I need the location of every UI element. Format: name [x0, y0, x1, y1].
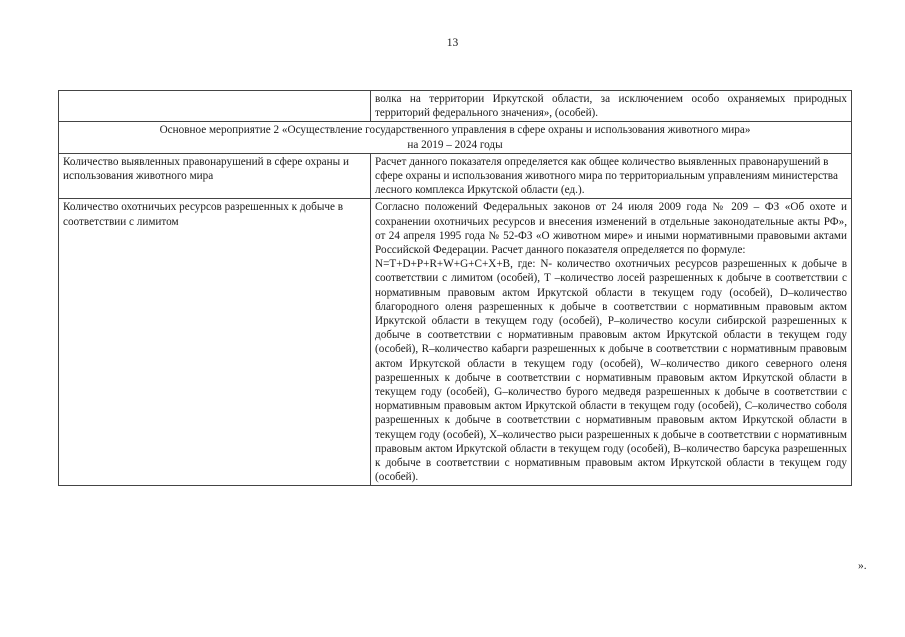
closing-quote: ».: [858, 560, 867, 572]
method-intro: Согласно положений Федеральных законов от 24 июля 2009 года № 209 – ФЗ «Об охоте и сохранении охотничьих ресурсов и внесения изменений в отдельные законодательные акты РФ», от 24 апреля 1995 года № 52-ФЗ «О животном мире» и иными нормативными правовыми актами Российской Федерации. Расчет данного показателя определяется по формуле:: [375, 201, 847, 257]
table-cell-indicator: Количество выявленных правонарушений в сфере охраны и использования животного мира: [59, 153, 371, 199]
section-header-row: [59, 122, 852, 153]
page-number: 13: [446, 37, 459, 49]
table-row: [59, 91, 852, 122]
table-cell-indicator: Количество охотничьих ресурсов разрешенных к добыче в соответствии с лимитом: [59, 199, 371, 486]
table-row: [59, 199, 852, 486]
section-header-cell: [59, 122, 852, 153]
table-cell-indicator: [59, 91, 371, 122]
table-cell-method: волка на территории Иркутской области, за исключением особо охраняемых природных территорий федерального значения», (особей).: [371, 91, 852, 122]
method-formula: N=T+D+P+R+W+G+C+X+B, где: N- количество охотничьих ресурсов разрешенных к добыче в соответствии с лимитом (особей), T –количество лосей разрешенных к добыче в соответствии с нормативным правовым актом Иркутской области в текущем году (особей), D–количество благородного оленя разрешенных к добыче в соответствии с нормативным правовым актом Иркутской области в текущем году (особей), P–количество косули сибирской разрешенных к добыче в соответствии с нормативным правовым актом Иркутской области в текущем году (особей), R–количество кабарги разрешенных к добыче в соответствии с нормативным правовым актом Иркутской области в текущем году (особей), W–количество дикого северного оленя разрешенных к добыче в соответствии с нормативным правовым актом Иркутской области в текущем году (особей), G–количество бурого медведя разрешенных к добыче в соответствии с нормативным правовым актом Иркутской области в текущем году (особей), C–количество соболя разрешенных к добыче в соответствии с нормативным правовым актом Иркутской области в текущем году (особей), X–количество рыси разрешенных к добыче в соответствии с нормативным правовым актом Иркутской области в текущем году (особей), B–количество барсука разрешенных к добыче в соответствии с нормативным правовым актом Иркутской области в текущем году (особей).: [375, 258, 847, 484]
section-period: на 2019 – 2024 годы: [407, 138, 503, 151]
indicator-table: [58, 90, 852, 486]
table-row: [59, 153, 852, 199]
table-cell-method: [371, 199, 852, 486]
section-title: Основное мероприятие 2 «Осуществление государственного управления в сфере охраны и использования животного мира»: [159, 124, 751, 137]
table-cell-method: Расчет данного показателя определяется как общее количество выявленных правонарушений в сфере охраны и использования животного мира по территориальным управлениям министерства лесного комплекса Иркутской области (ед.).: [371, 153, 852, 199]
